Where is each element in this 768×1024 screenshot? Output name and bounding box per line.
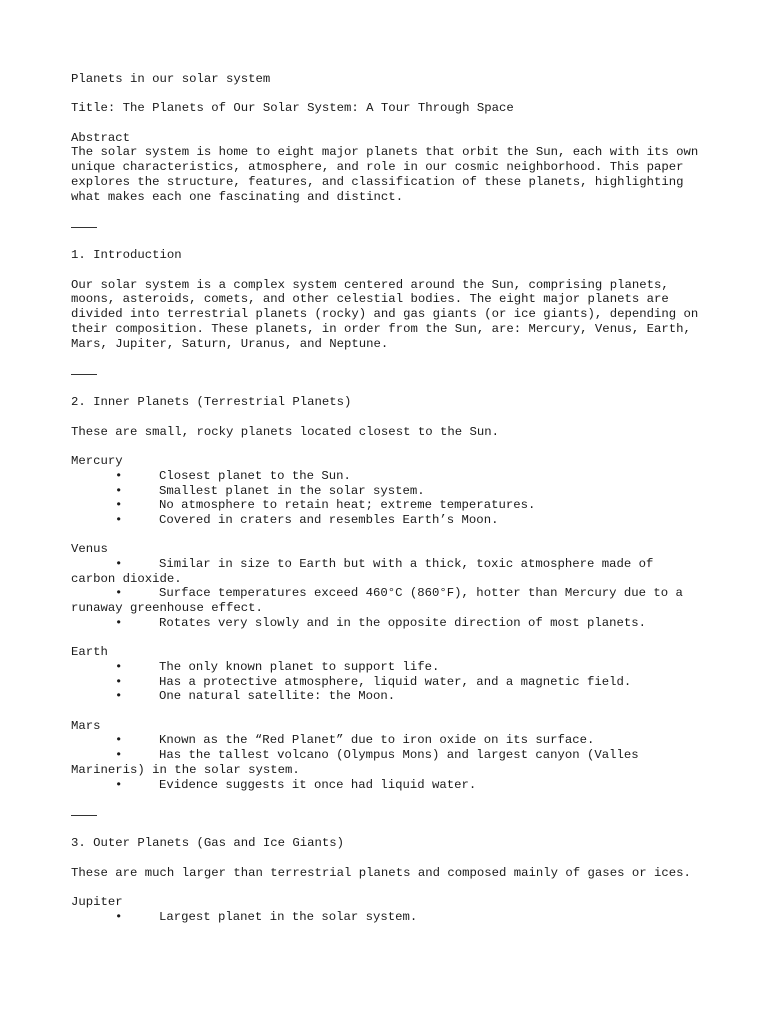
list-item: • One natural satellite: the Moon. xyxy=(115,689,396,704)
list-item: • Rotates very slowly and in the opposite direction of most planets. xyxy=(115,615,647,630)
bullet-icon: • xyxy=(115,586,123,601)
list-item: • Evidence suggests it once had liquid water. xyxy=(115,777,477,792)
list-item: • No atmosphere to retain heat; extreme temperatures. xyxy=(115,498,536,513)
planet-name-mercury: Mercury xyxy=(71,454,123,469)
abstract-label: Abstract xyxy=(71,130,131,145)
venus-bullet-list xyxy=(71,557,701,631)
list-item: • Has the tallest volcano (Olympus Mons) and largest canyon (Valles Marineris) in the solar system. xyxy=(71,748,647,777)
document-heading: Planets in our solar system xyxy=(71,72,271,86)
list-item: • Has a protective atmosphere, liquid water, and a magnetic field. xyxy=(115,674,632,689)
mercury-bullet-list xyxy=(71,469,701,528)
document-body xyxy=(71,72,706,924)
bullet-icon: • xyxy=(115,557,123,572)
planet-name-earth: Earth xyxy=(71,645,108,660)
section-divider xyxy=(71,219,701,234)
list-item: • Covered in craters and resembles Earth’s Moon. xyxy=(115,512,499,527)
bullet-icon: • xyxy=(115,615,123,630)
section-heading-inner-planets: 2. Inner Planets (Terrestrial Planets) xyxy=(71,395,352,410)
bullet-icon: • xyxy=(115,909,123,924)
section-divider xyxy=(71,366,701,381)
document-title: Title: The Planets of Our Solar System: A Tour Through Space xyxy=(71,101,514,116)
mars-bullet-list xyxy=(71,733,701,792)
planet-name-venus: Venus xyxy=(71,542,108,557)
bullet-icon: • xyxy=(115,689,123,704)
outer-planets-paragraph: These are much larger than terrestrial planets and composed mainly of gases or ices. xyxy=(71,865,691,880)
list-item: • Closest planet to the Sun. xyxy=(115,468,351,483)
bullet-icon: • xyxy=(115,512,123,527)
planet-name-jupiter: Jupiter xyxy=(71,895,123,910)
introduction-paragraph: Our solar system is a complex system centered around the Sun, comprising planets, moons, asteroids, comets, and other celestial bodies. The eight major planets are divided into terrestrial planets (rocky) and gas giants (or ice giants), depending on their composition. These planets, in order from the Sun, are: Mercury, Venus, Earth, Mars, Jupiter, Saturn, Uranus, and Neptune. xyxy=(71,277,706,351)
bullet-icon: • xyxy=(115,659,123,674)
bullet-icon: • xyxy=(115,777,123,792)
list-item: • Known as the “Red Planet” due to iron oxide on its surface. xyxy=(115,733,595,748)
bullet-icon: • xyxy=(115,733,123,748)
list-item: • Largest planet in the solar system. xyxy=(115,909,418,924)
section-heading-outer-planets: 3. Outer Planets (Gas and Ice Giants) xyxy=(71,836,345,851)
list-item: • Smallest planet in the solar system. xyxy=(115,483,425,498)
planet-name-mars: Mars xyxy=(71,718,101,733)
section-heading-introduction: 1. Introduction xyxy=(71,248,182,263)
bullet-icon: • xyxy=(115,748,123,763)
bullet-icon: • xyxy=(115,468,123,483)
bullet-icon: • xyxy=(115,674,123,689)
bullet-icon: • xyxy=(115,498,123,513)
bullet-icon: • xyxy=(115,483,123,498)
earth-bullet-list xyxy=(71,660,701,704)
abstract-text: The solar system is home to eight major planets that orbit the Sun, each with its own unique characteristics, atmosphere, and role in our cosmic neighborhood. This paper explores the structure, features, and classification of these planets, highlighting what makes each one fascinating and distinct. xyxy=(71,145,706,204)
jupiter-bullet-list xyxy=(71,910,701,925)
list-item: • Surface temperatures exceed 460°C (860°F), hotter than Mercury due to a runaway greenhouse effect. xyxy=(71,586,691,616)
section-divider xyxy=(71,807,701,822)
list-item: • Similar in size to Earth but with a thick, toxic atmosphere made of carbon dioxide. xyxy=(71,557,661,586)
list-item: • The only known planet to support life. xyxy=(115,659,440,674)
inner-planets-paragraph: These are small, rocky planets located closest to the Sun. xyxy=(71,424,500,439)
